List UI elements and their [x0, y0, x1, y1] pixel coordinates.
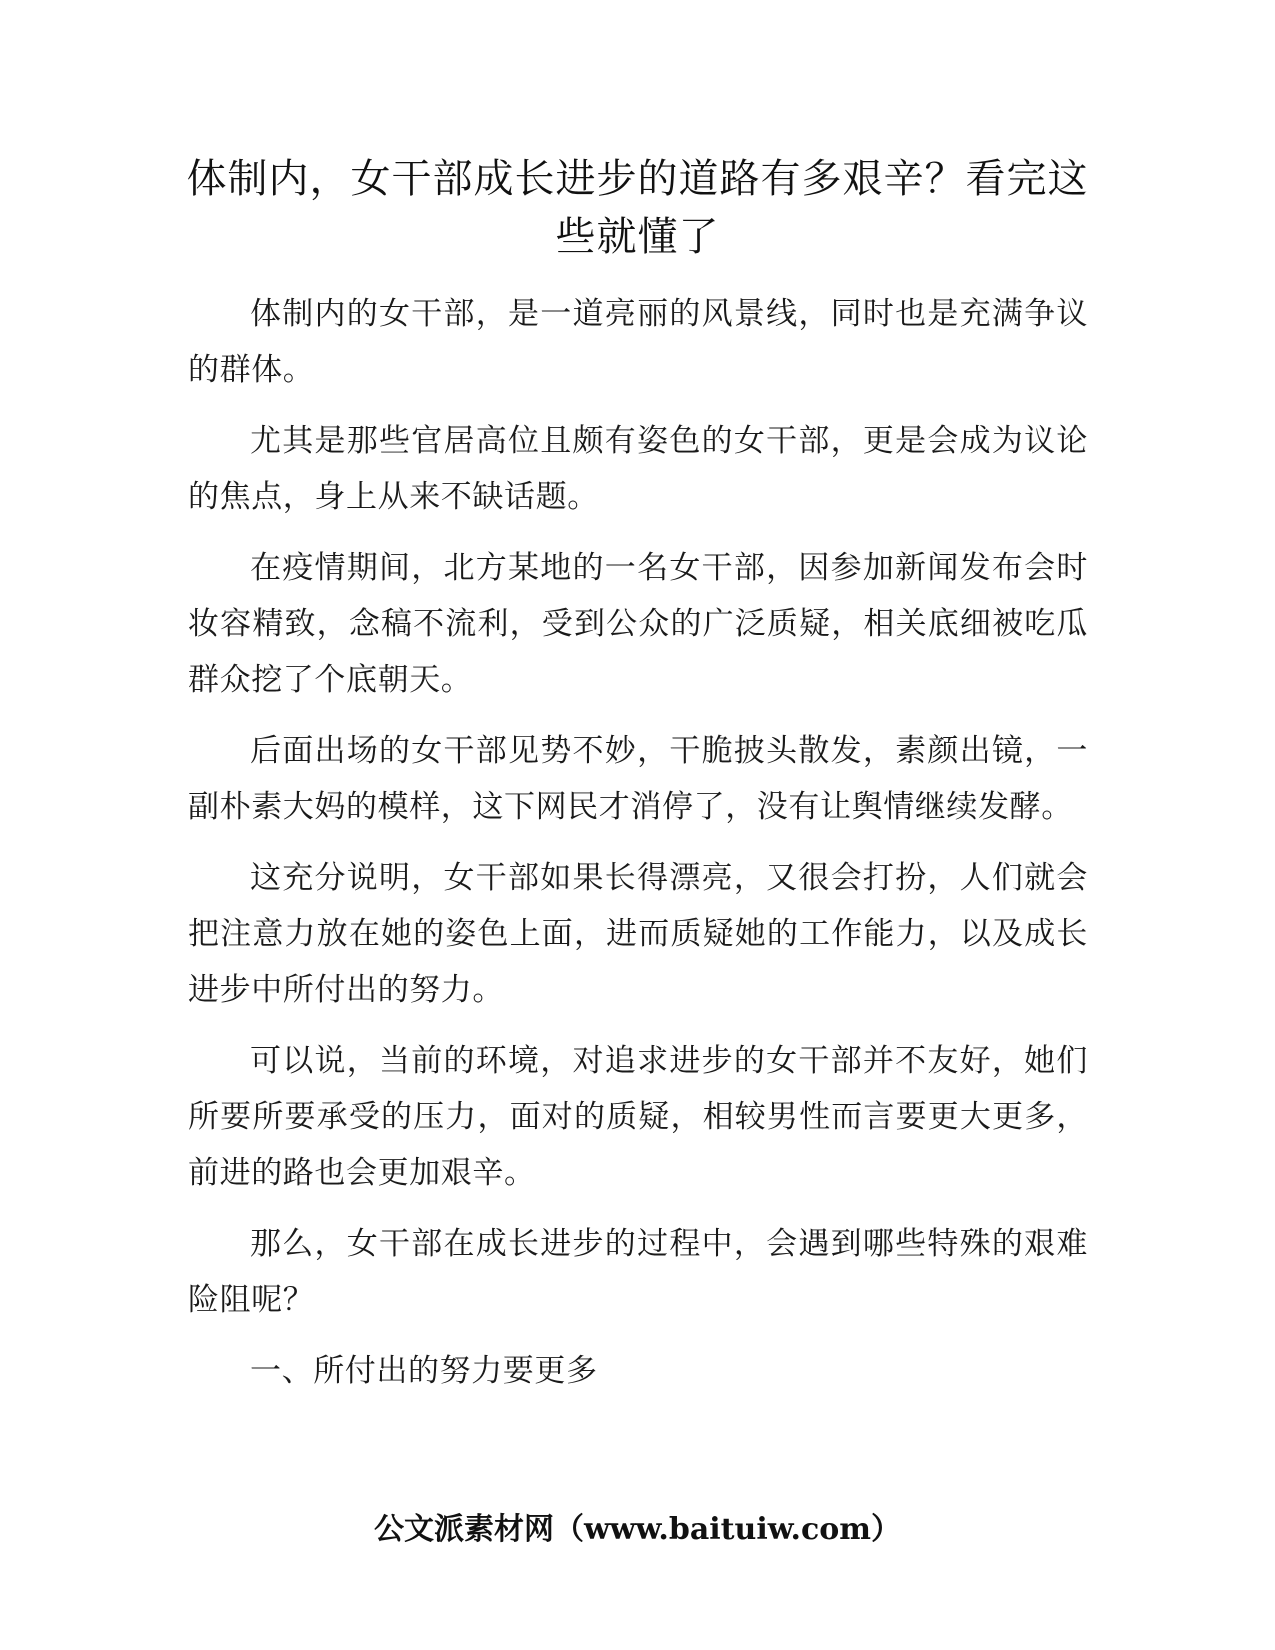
page-footer: 公文派素材网（www.baituiw.com） — [373, 1512, 902, 1547]
paragraph-6: 可以说，当前的环境，对追求进步的女干部并不友好，她们所要所要承受的压力，面对的质疑，相较男性而言要更大更多，前进的路也会更加艰辛。 — [188, 1043, 1088, 1191]
paragraph-4: 后面出场的女干部见势不妙，干脆披头散发，素颜出镜，一副朴素大妈的模样，这下网民才消停了，没有让舆情继续发酵。 — [188, 733, 1088, 825]
paragraph-1: 体制内的女干部，是一道亮丽的风景线，同时也是充满争议的群体。 — [188, 296, 1088, 388]
paragraph-2: 尤其是那些官居高位且颇有姿色的女干部，更是会成为议论的焦点，身上从来不缺话题。 — [188, 423, 1088, 515]
paragraph-3: 在疫情期间，北方某地的一名女干部，因参加新闻发布会时妆容精致，念稿不流利，受到公众的广泛质疑，相关底细被吃瓜群众挖了个底朝天。 — [188, 550, 1088, 698]
document-title: 体制内，女干部成长进步的道路有多艰辛？看完这些就懂了 — [186, 156, 1089, 260]
document-body — [188, 286, 1088, 1399]
paragraph-7: 那么，女干部在成长进步的过程中，会遇到哪些特殊的艰难险阻呢？ — [188, 1226, 1088, 1318]
section-heading: 一、所付出的努力要更多 — [250, 1353, 598, 1389]
paragraph-5: 这充分说明，女干部如果长得漂亮，又很会打扮，人们就会把注意力放在她的姿色上面，进而质疑她的工作能力，以及成长进步中所付出的努力。 — [188, 860, 1088, 1008]
